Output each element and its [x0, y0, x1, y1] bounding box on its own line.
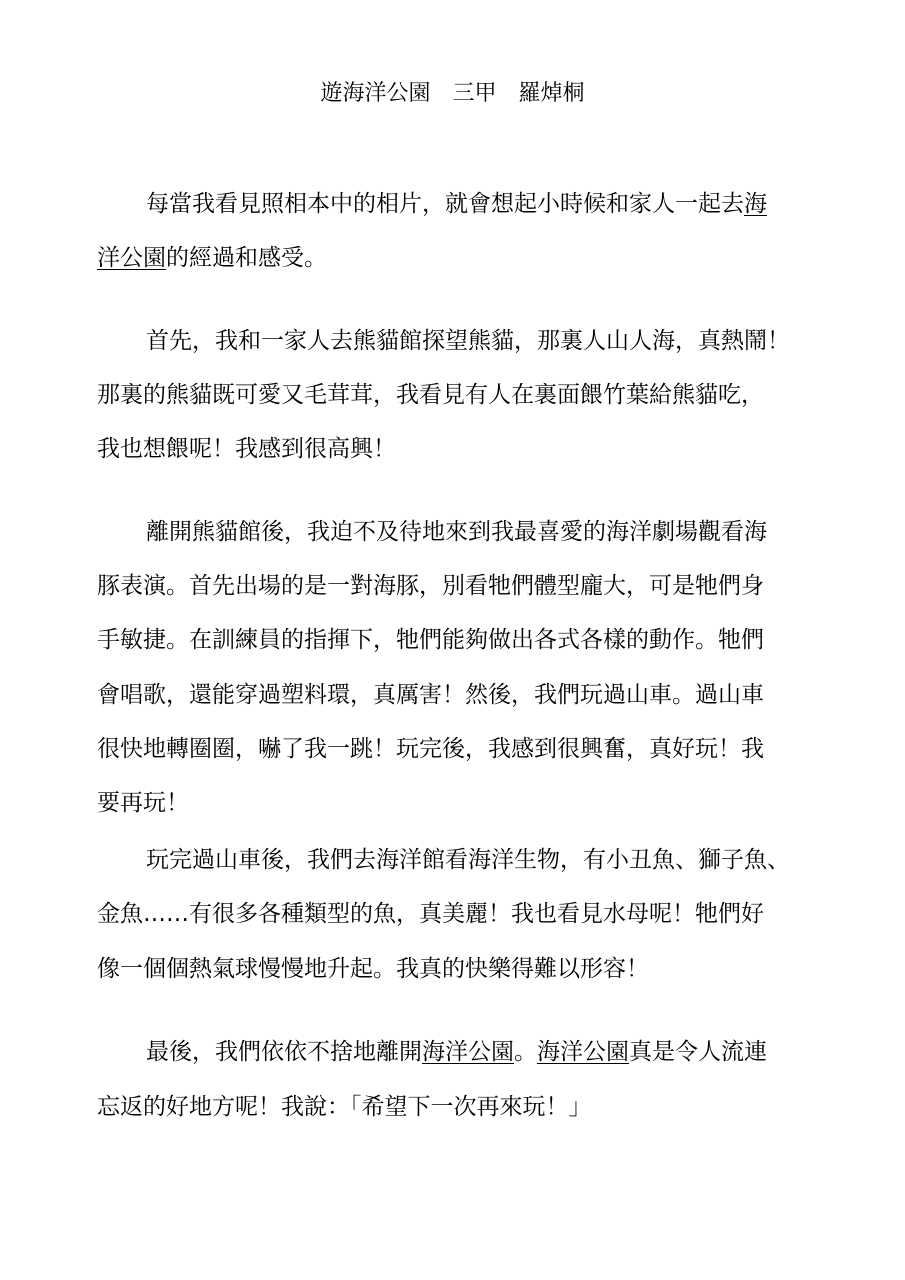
paragraph-2-line-3 [97, 433, 396, 465]
text-segment: 很快地轉圈圈，嚇了我一跳！玩完後，我感到很興奮，真好玩！我 [97, 736, 764, 762]
paragraph-4-line-2 [97, 898, 764, 930]
text-segment: 首先，我和一家人去熊貓館探望熊貓，那裏人山人海，真熱鬧！ [146, 328, 790, 354]
essay-title: 遊海洋公園 三甲 羅焯桐 [320, 81, 585, 106]
paragraph-4-line-1 [146, 844, 790, 876]
paragraph-5-line-1 [146, 1036, 767, 1068]
paragraph-2-line-1 [146, 325, 790, 357]
underlined-place-name: 海 [744, 191, 767, 217]
paragraph-3-line-5 [97, 733, 764, 765]
text-segment: 豚表演。首先出場的是一對海豚，別看牠們體型龐大，可是牠們身 [97, 573, 764, 599]
text-segment: 像一個個熱氣球慢慢地升起。我真的快樂得難以形容！ [97, 956, 649, 982]
text-segment: 那裏的熊貓既可愛又毛茸茸，我看見有人在裏面餵竹葉給熊貓吃， [97, 382, 764, 408]
underlined-place-name: 洋公園 [97, 245, 166, 271]
paragraph-3-line-2 [97, 570, 764, 602]
text-segment: 真是令人流連 [629, 1039, 767, 1065]
text-segment: 離開熊貓館後，我迫不及待地來到我最喜愛的海洋劇場觀看海 [146, 519, 767, 545]
paragraph-3-line-6 [97, 787, 189, 819]
text-segment: 要再玩！ [97, 790, 189, 816]
paragraph-2-line-2 [97, 379, 764, 411]
text-segment: 最後，我們依依不捨地離開 [146, 1039, 422, 1065]
paragraph-3-line-3 [97, 624, 764, 656]
text-segment: 忘返的好地方呢！我說：「希望下一次再來玩！」 [97, 1094, 592, 1120]
text-segment: 手敏捷。在訓練員的指揮下，牠們能夠做出各式各樣的動作。牠們 [97, 627, 764, 653]
paragraph-3-line-4 [97, 679, 764, 711]
text-segment: 金魚……有很多各種類型的魚，真美麗！我也看見水母呢！牠們好 [97, 901, 764, 927]
text-segment: 我也想餵呢！我感到很高興！ [97, 436, 396, 462]
paragraph-4-line-3 [97, 953, 649, 985]
text-segment: 會唱歌，還能穿過塑料環，真厲害！然後，我們玩過山車。過山車 [97, 682, 764, 708]
underlined-place-name: 海洋公園 [422, 1039, 514, 1065]
paragraph-1-line-1 [146, 188, 767, 220]
text-segment: 的經過和感受。 [166, 245, 327, 271]
underlined-place-name: 海洋公園 [537, 1039, 629, 1065]
text-segment: 玩完過山車後，我們去海洋館看海洋生物，有小丑魚、獅子魚、 [146, 847, 790, 873]
paragraph-5-line-2 [97, 1091, 592, 1123]
paragraph-3-line-1 [146, 516, 767, 548]
text-segment: 。 [514, 1039, 537, 1065]
text-segment: 每當我看見照相本中的相片，就會想起小時候和家人一起去 [146, 191, 744, 217]
paragraph-1-line-2 [97, 242, 327, 274]
